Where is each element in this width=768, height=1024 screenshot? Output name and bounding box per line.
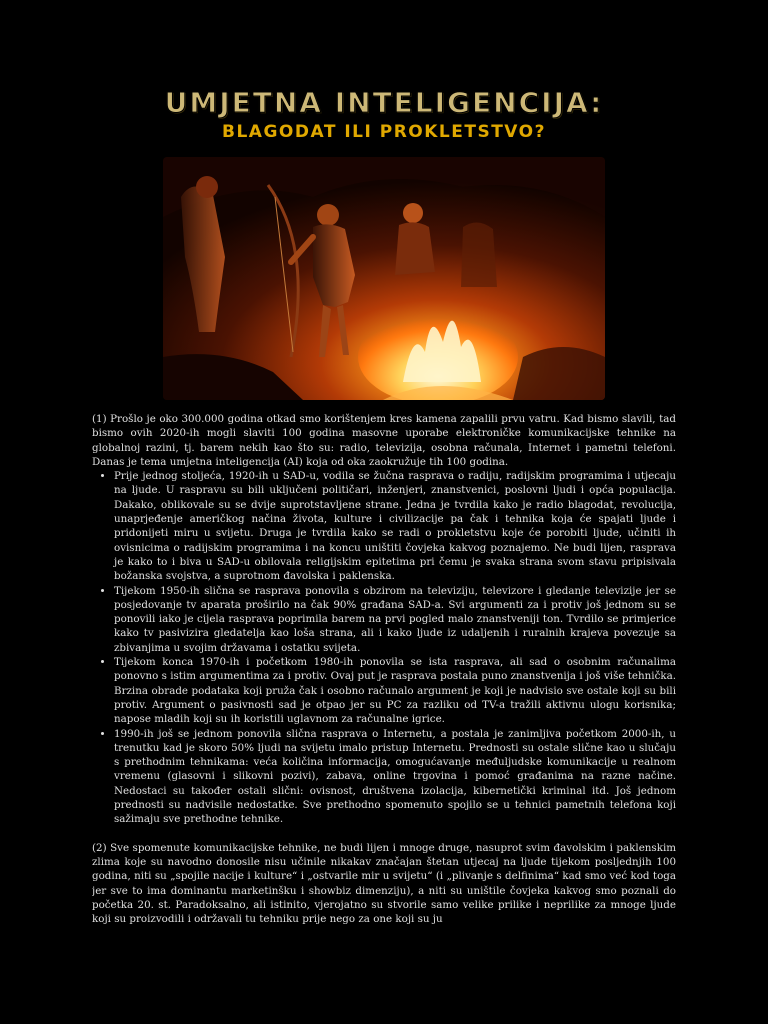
list-item: • Tijekom 1950-ih slična se rasprava ponovila s obzirom na televiziju, televizore i gledanje televizije jer se posjedovanje tv aparata proširilo na čak 90% građana SAD-a. Svi argumenti za i protiv još jednom su se ponovili iako je cijela rasprava poprimila barem na prvi pogled malo znanstveniji ton. Tvrdilo se primjerice kako tv pasivizira gledatelja kao loša strana, ali i kako ljude iz udaljenih i ruralnih krajeva povezuje sa zbivanjima u svojim državama i ostatku svijeta. [114, 584, 676, 655]
history-list [92, 469, 676, 826]
list-item: • 1990-ih još se jednom ponovila slična rasprava o Internetu, a postala je zanimljiva početkom 2000-ih, u trenutku kad je skoro 50% ljudi na svijetu imalo pristup Internetu. Prednosti su ostale slične kao u slučaju s prethodnim tehnikama: veća količina informacija, omogućavanje međuljudske komunikacije u realnom vremenu (glasovni i slikovni pozivi), zabava, online trgovina i pomoć građanima na razne načine. Nedostaci su također ostali slični: ovisnost, društvena izolacija, kibernetički kriminal itd. Još jednom prednosti su nadvisile nedostatke. Sve prethodno spomenuto spojilo se u tehnici pametnih telefona koji sažimaju sve prethodne tehnike. [114, 727, 676, 827]
list-item: • Tijekom konca 1970-ih i početkom 1980-ih ponovila se ista rasprava, ali sad o osobnim računalima ponovno s istim argumentima za i protiv. Ovaj put je rasprava postala puno znanstvenija i još više tehnička. Brzina obrade podataka koji pruža čak i osobno računalo argument je koji je nadvisio sve ostale koji su bili protiv. Argument o pasivnosti sad je otpao jer su PC za razliku od TV-a tražili aktivnu ulogu korisnika; napose mladih koji su ih koristili uglavnom za računalne igrice. [114, 655, 676, 726]
paragraph-2: (2) Sve spomenute komunikacijske tehnike, ne budi lijen i mnoge druge, nasuprot svim đavolskim i paklenskim zlima koje su navodno donosile nisu učinile nikakav značajan štetan utjecaj na ljude tijekom posljednjih 100 godina, niti su „spojile nacije i kulture“ i „ostvarile mir u svijetu“ (i „plivanje s delfinima“ kad smo već kod toga jer sve to ima dominantu marketinšku i showbiz dimenziju), a niti su uništile čovjeka kakvog smo poznali do početka 20. st. Paradoksalno, ali istinito, vjerojatno su stvorile samo velike prilike i neprilike za mnoge ljude koji su proizvodili i održavali tu tehniku prije nego za one koji su ju [92, 841, 676, 926]
page-title: UMJETNA INTELIGENCIJA: [164, 86, 604, 119]
article-body [92, 412, 676, 1024]
paragraph-1: (1) Prošlo je oko 300.000 godina otkad smo korištenjem kres kamena zapalili prvu vatru. Kad bismo slavili, tad bismo ovih 2020-ih mogli slaviti 100 godina masovne uporabe elektroničke komunikacijske tehnike na globalnoj razini, tj. barem nekih kao što su: radio, televizija, osobna računala, Internet i pametni telefoni. Danas je tema umjetna inteligencija (AI) koja od oka zaokružuje tih 100 godina. [92, 413, 676, 468]
page-subtitle: BLAGODAT ILI PROKLETSTVO? [222, 122, 546, 142]
campfire-photo [163, 157, 605, 400]
list-item: • Prije jednog stoljeća, 1920-ih u SAD-u, vodila se žučna rasprava o radiju, radijskim programima i utjecaju na ljude. U raspravu su bili uključeni političari, inženjeri, znanstvenici, poslovni ljudi i opća populacija. Dakako, oblikovale su se dvije suprotstavljene strane. Jedna je tvrdila kako je radio blagodat, revolucija, unaprjeđenje američkog načina života, kulture i civilizacije pa čak i tehnika koja će spajati ljude i pridonijeti miru u svijetu. Druga je tvrdila kako se radi o prokletstvu koje će porobiti ljude, učiniti ih ovisnicima o radijskim programima i na koncu uništiti čovjeka kakvog poznajemo. Ne budi lijen, rasprava je kako to i biva u SAD-u obilovala religijskim epitetima pri čemu je svaka strana svom stavu pripisivala božanska svojstva, a suprotnom đavolska i paklenska. [114, 469, 676, 583]
